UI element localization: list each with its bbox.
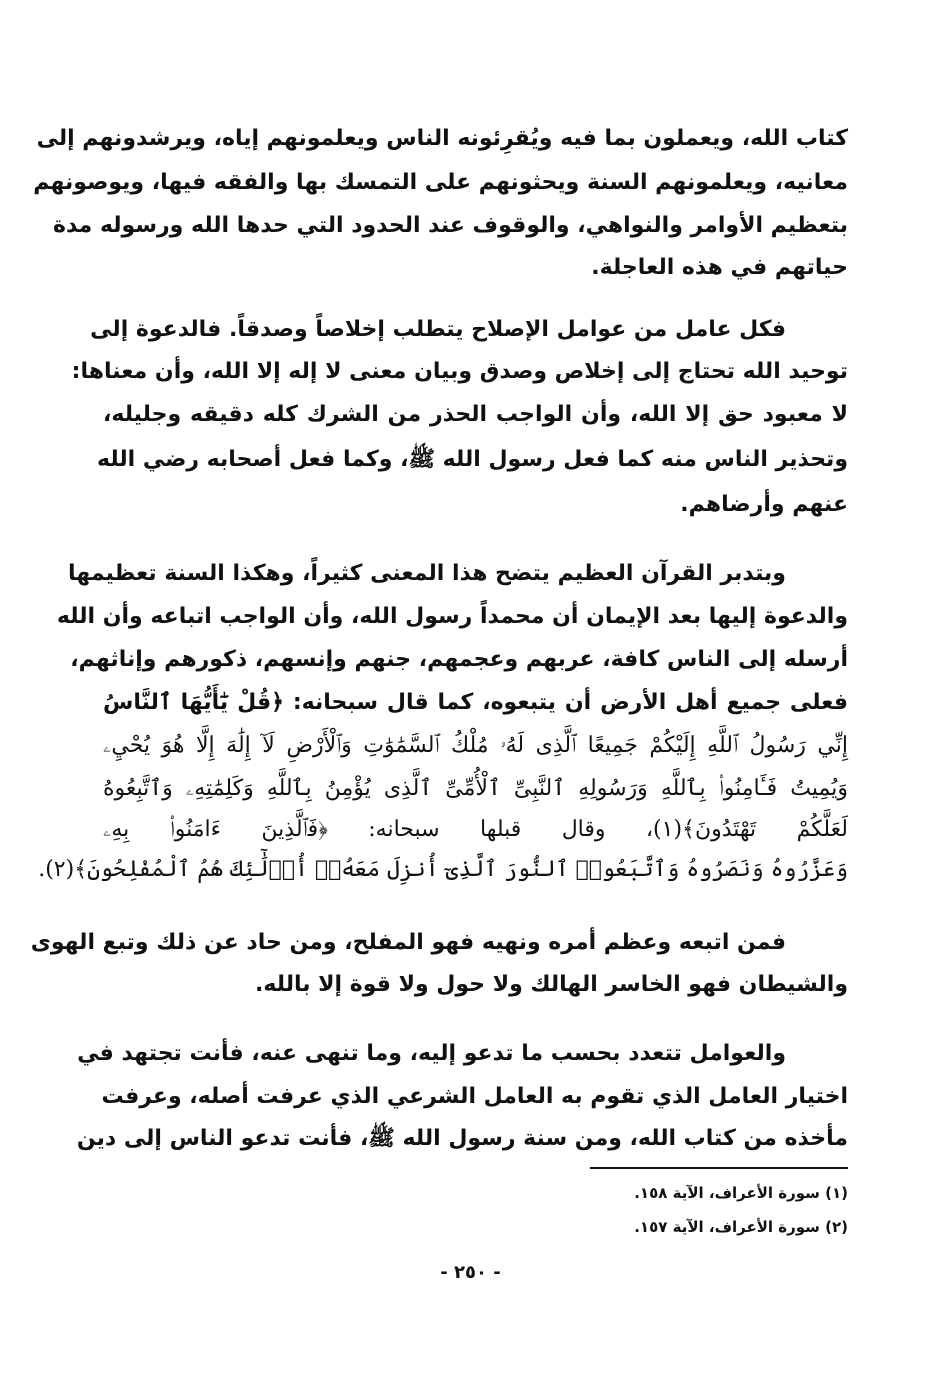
- text-line: أرسله إلى الناس كافة، عربهم وعجمهم، جنهم وإنسهم، ذكورهم وإناثهم،: [70, 647, 848, 672]
- text-line: لا معبود حق إلا الله، وأن الواجب الحذر من الشرك كله دقيقه وجليله،: [103, 402, 848, 427]
- text-line: حياتهم في هذه العاجلة.: [591, 255, 848, 280]
- text-line: والدعوة إليها بعد الإيمان أن محمداً رسول الله، وأن الواجب اتباعه وأن الله: [56, 604, 848, 629]
- footnote: (١) سورة الأعراف، الآية ١٥٨.: [634, 1184, 848, 1202]
- quran-verse-line: وَعَزَّرُوهُ وَنَصَرُوهُ وَٱتَّبَعُوا۟ ٱلنُّورَ ٱلَّذِىٓ أُنزِلَ مَعَهُۥٓ أُو۟لَٰٓئِكَ هُمُ ٱلْمُفْلِحُونَ﴾(٢).: [38, 857, 848, 882]
- text-line: بتعظيم الأوامر والنواهي، والوقوف عند الحدود التي حدها الله ورسوله مدة: [52, 213, 848, 238]
- quran-verse-line: لَعَلَّكُمْ تَهْتَدُونَ﴾(١)، وقال قبلها سبحانه: ﴿فَٱلَّذِينَ ءَامَنُوا۟ بِهِۦ: [103, 817, 848, 842]
- text-line: عنهم وأرضاهم.: [680, 492, 848, 517]
- text-line: توحيد الله تحتاج إلى إخلاص وصدق وبيان معنى لا إله إلا الله، وأن معناها:: [71, 359, 848, 384]
- text-line: مأخذه من كتاب الله، ومن سنة رسول الله ﷺ، فأنت تدعو الناس إلى دين: [76, 1126, 848, 1151]
- text-line: وبتدبر القرآن العظيم يتضح هذا المعنى كثيراً، وهكذا السنة تعظيمها: [68, 561, 786, 586]
- footnote-separator: [590, 1167, 848, 1169]
- text-line: فعلى جميع أهل الأرض أن يتبعوه، كما قال سبحانه: ﴿قُلْ يَٰٓأَيُّهَا ٱلنَّاسُ: [103, 690, 848, 715]
- text-line: فمن اتبعه وعظم أمره ونهيه فهو المفلح، ومن حاد عن ذلك وتبع الهوى: [30, 930, 786, 955]
- text-line: والعوامل تتعدد بحسب ما تدعو إليه، وما تنهى عنه، فأنت تجتهد في: [77, 1041, 786, 1066]
- quran-verse-line: وَيُمِيتُ فَـَٔامِنُوا۟ بِٱللَّهِ وَرَسُولِهِ ٱلنَّبِىِّ ٱلْأُمِّىِّ ٱلَّذِى يُؤْمِنُ بِٱللَّهِ وَكَلِمَٰتِهِۦ وَٱتَّبِعُوهُ: [103, 776, 848, 801]
- text-line: معانيه، ويعلمونهم السنة ويحثونهم على التمسك بها والفقه فيها، ويوصونهم: [33, 170, 848, 195]
- text-line: والشيطان فهو الخاسر الهالك ولا حول ولا قوة إلا بالله.: [255, 972, 848, 997]
- page-number: - ٢٥٠ -: [440, 1262, 501, 1283]
- text-line: وتحذير الناس منه كما فعل رسول الله ﷺ، وكما فعل أصحابه رضي الله: [97, 447, 848, 472]
- quran-verse-line: إِنِّي رَسُولُ ٱللَّهِ إِلَيْكُمْ جَمِيعًا ٱلَّذِى لَهُۥ مُلْكُ ٱلسَّمَٰوَٰتِ وَٱلْأَرْضِ لَآ إِلَٰهَ إِلَّا هُوَ يُحْيِۦ: [103, 733, 848, 758]
- text-line: اختيار العامل الذي تقوم به العامل الشرعي الذي عرفت أصله، وعرفت: [101, 1084, 848, 1109]
- text-line: كتاب الله، ويعملون بما فيه ويُقرِئونه الناس ويعلمونهم إياه، ويرشدونهم إلى: [36, 126, 848, 151]
- text-line: فكل عامل من عوامل الإصلاح يتطلب إخلاصاً وصدقاً. فالدعوة إلى: [90, 317, 786, 342]
- footnote: (٢) سورة الأعراف، الآية ١٥٧.: [634, 1218, 848, 1236]
